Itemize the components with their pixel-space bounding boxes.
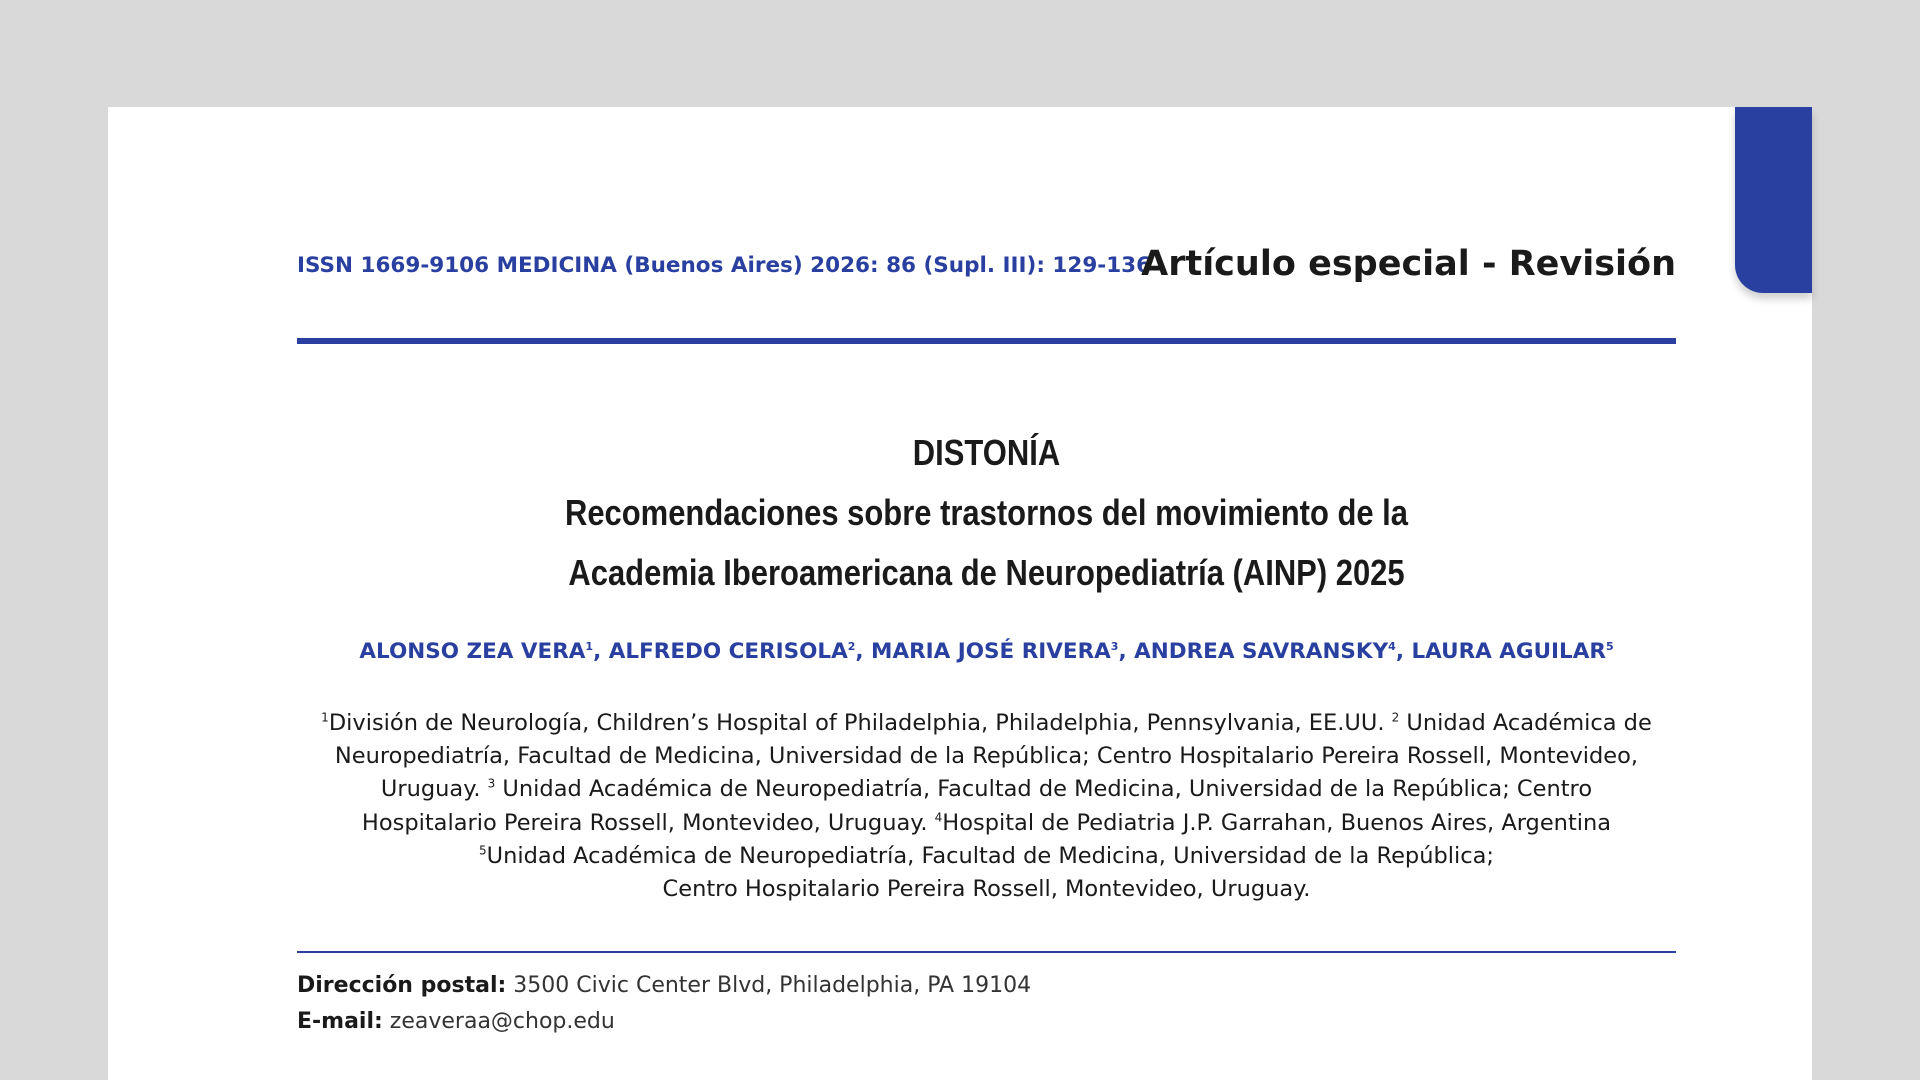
affiliation-text: División de Neurología, Children’s Hospital of Philadelphia, Philadelphia, Pennsylvania, EE.UU. (328, 710, 1392, 736)
affiliation-line (297, 707, 1676, 740)
journal-reference: ISSN 1669-9106 MEDICINA (Buenos Aires) 2026: 86 (Supl. III): 129-136 (297, 253, 1152, 278)
affiliation-line: Centro Hospitalario Pereira Rossell, Montevideo, Uruguay. (662, 876, 1311, 903)
email-value[interactable]: zeaveraa@chop.edu (382, 1009, 615, 1034)
article-title (394, 423, 1580, 603)
title-line-2: Recomendaciones sobre trastornos del movimiento de la (564, 492, 1409, 533)
author-separator: , (593, 639, 609, 664)
affiliation-line (297, 773, 1676, 806)
author-affiliation-number: 4 (1388, 639, 1396, 653)
email-address (297, 1009, 615, 1034)
author-affiliation-number: 5 (1605, 639, 1614, 653)
article-type-label: Artículo especial - Revisión (1141, 244, 1676, 284)
postal-address-label: Dirección postal: (297, 973, 507, 998)
header-divider (297, 338, 1676, 344)
author-affiliation-number: 1 (585, 639, 594, 653)
affiliation-number: 5 (479, 843, 487, 858)
affiliation-number: 4 (934, 810, 943, 825)
postal-address (297, 973, 1031, 998)
title-line-3: Academia Iberoamericana de Neuropediatría (AINP) 2025 (568, 552, 1405, 593)
affiliation-line (297, 840, 1676, 873)
affiliations-block (297, 707, 1676, 906)
title-line-1: DISTONÍA (912, 432, 1061, 473)
author-affiliation-number: 3 (1110, 639, 1119, 653)
author-name: ALFREDO CERISOLA (608, 639, 848, 664)
author-list (297, 639, 1676, 664)
section-tab-marker (1735, 107, 1812, 293)
author-affiliation-number: 2 (847, 639, 856, 653)
author-separator: , (1118, 639, 1135, 664)
affiliation-text: Hospitalario Pereira Rossell, Montevideo, Uruguay. (361, 809, 935, 836)
affiliation-number: 1 (321, 710, 329, 725)
author-separator: , (1395, 639, 1412, 664)
author-separator: , (855, 639, 872, 664)
author-name: MARIA JOSÉ RIVERA (871, 639, 1111, 664)
author-name: ALONSO ZEA VERA (359, 639, 586, 664)
affiliation-line (297, 807, 1676, 840)
document-page (108, 107, 1812, 1080)
affiliation-number: 2 (1391, 710, 1400, 725)
affiliation-text: Unidad Académica de (1399, 710, 1652, 736)
affiliation-text: Hospital de Pediatria J.P. Garrahan, Buenos Aires, Argentina (942, 809, 1612, 836)
affiliation-text: Unidad Académica de Neuropediatría, Facultad de Medicina, Universidad de la República; Centro (495, 776, 1593, 803)
contact-divider (297, 951, 1676, 953)
postal-address-value: 3500 Civic Center Blvd, Philadelphia, PA 19104 (506, 973, 1032, 998)
affiliation-text: Unidad Académica de Neuropediatría, Facultad de Medicina, Universidad de la República; (486, 842, 1494, 869)
affiliation-number: 3 (487, 776, 496, 791)
email-label: E-mail: (297, 1009, 383, 1034)
author-name: ANDREA SAVRANSKY (1134, 639, 1389, 664)
affiliation-line: Neuropediatría, Facultad de Medicina, Universidad de la República; Centro Hospitalario Pereira Rossell, Montevideo, (334, 743, 1639, 770)
author-name: LAURA AGUILAR (1411, 639, 1606, 664)
affiliation-text: Uruguay. (380, 776, 488, 803)
